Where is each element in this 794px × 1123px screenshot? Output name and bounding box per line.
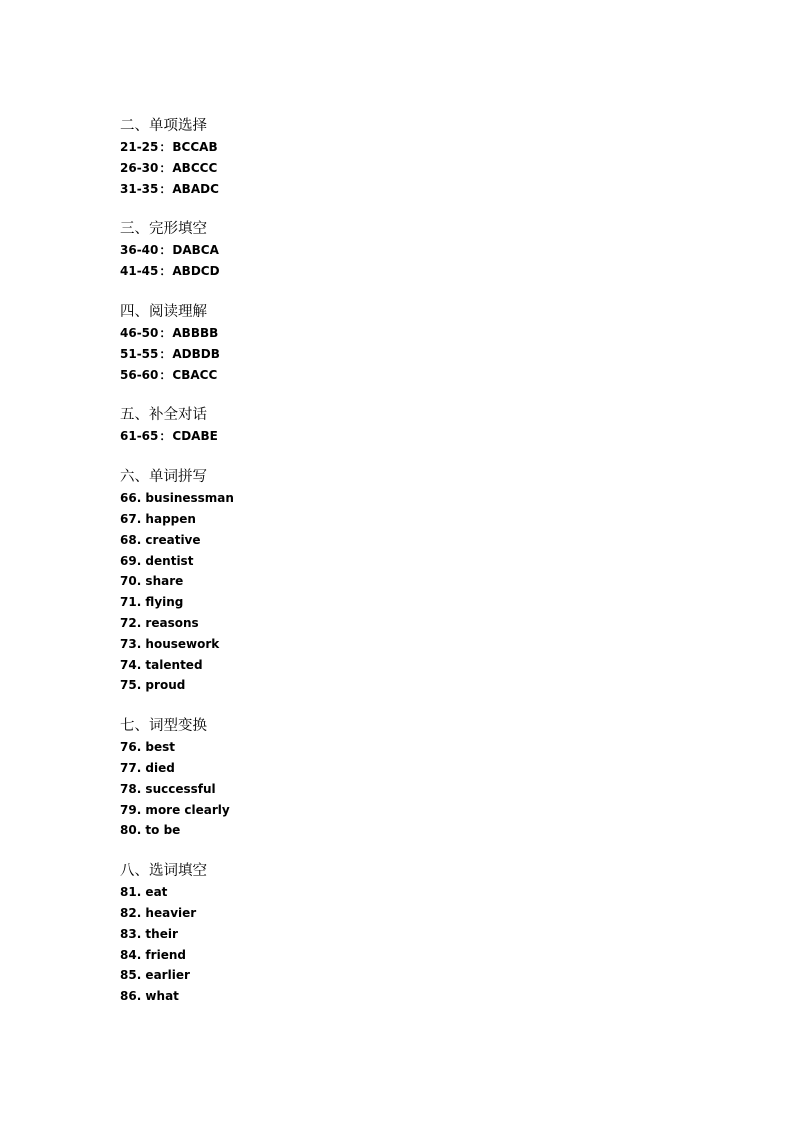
answer-letters: ABCCC bbox=[172, 160, 218, 175]
answer-item: 74. talented bbox=[120, 657, 203, 672]
answer-letters: ABADC bbox=[172, 181, 219, 196]
section-heading: 五、补全对话 bbox=[120, 407, 207, 424]
section-heading: 八、选词填空 bbox=[120, 863, 207, 880]
section-heading: 四、阅读理解 bbox=[120, 303, 207, 320]
answer-item: 81. eat bbox=[120, 885, 168, 900]
section-cloze bbox=[120, 219, 680, 282]
question-range: 41-45 bbox=[120, 264, 159, 279]
separator: ： bbox=[159, 429, 172, 444]
question-range: 61-65 bbox=[120, 429, 159, 444]
answer-item: 77. died bbox=[120, 760, 175, 775]
answer-letters: ABDCD bbox=[172, 264, 220, 279]
separator: ： bbox=[159, 181, 172, 196]
section-heading: 六、单词拼写 bbox=[120, 469, 207, 486]
answer-item: 78. successful bbox=[120, 781, 216, 796]
question-range: 31-35 bbox=[120, 181, 159, 196]
answer-item: 79. more clearly bbox=[120, 802, 230, 817]
question-range: 51-55 bbox=[120, 346, 159, 361]
answer-letters: CBACC bbox=[172, 367, 218, 382]
answer-letters: ADBDB bbox=[172, 346, 220, 361]
answer-item: 82. heavier bbox=[120, 905, 197, 920]
separator: ： bbox=[159, 160, 172, 175]
question-range: 36-40 bbox=[120, 243, 159, 258]
section-dialogue bbox=[120, 405, 680, 447]
answer-item: 83. their bbox=[120, 926, 178, 941]
section-heading: 三、完形填空 bbox=[120, 221, 207, 238]
answer-item: 80. to be bbox=[120, 823, 181, 838]
question-range: 26-30 bbox=[120, 160, 159, 175]
section-reading bbox=[120, 302, 680, 385]
section-heading: 七、词型变换 bbox=[120, 718, 207, 735]
answer-item: 69. dentist bbox=[120, 553, 194, 568]
section-heading: 二、单项选择 bbox=[120, 118, 207, 134]
separator: ： bbox=[159, 243, 172, 258]
answer-item: 66. businessman bbox=[120, 491, 234, 506]
answer-line bbox=[120, 261, 680, 282]
answer-line bbox=[120, 323, 680, 344]
answer-line bbox=[120, 240, 680, 261]
separator: ： bbox=[159, 140, 172, 154]
question-range: 21-25 bbox=[120, 140, 159, 154]
answer-line bbox=[120, 137, 680, 158]
answer-letters: DABCA bbox=[172, 243, 219, 258]
question-range: 46-50 bbox=[120, 325, 159, 340]
separator: ： bbox=[159, 264, 172, 279]
answer-item: 76. best bbox=[120, 740, 176, 755]
separator: ： bbox=[159, 325, 172, 340]
answer-letters: CDABE bbox=[172, 429, 218, 444]
question-range: 56-60 bbox=[120, 367, 159, 382]
answer-line bbox=[120, 158, 680, 179]
section-spelling bbox=[120, 467, 680, 696]
separator: ： bbox=[159, 367, 172, 382]
section-word-forms bbox=[120, 716, 680, 841]
answer-item: 86. what bbox=[120, 989, 179, 1004]
answer-item: 70. share bbox=[120, 574, 184, 589]
answer-item: 73. housework bbox=[120, 636, 220, 651]
answer-line bbox=[120, 179, 680, 200]
answer-item: 75. proud bbox=[120, 678, 186, 693]
answer-item: 71. flying bbox=[120, 595, 184, 610]
answer-line bbox=[120, 426, 680, 447]
answer-item: 68. creative bbox=[120, 532, 201, 547]
answer-letters: ABBBB bbox=[172, 325, 219, 340]
answer-item: 85. earlier bbox=[120, 968, 190, 983]
answer-letters: BCCAB bbox=[172, 140, 218, 154]
answer-line bbox=[120, 344, 680, 365]
answer-key-page bbox=[120, 116, 680, 1027]
section-single-choice bbox=[120, 116, 680, 199]
separator: ： bbox=[159, 346, 172, 361]
answer-item: 72. reasons bbox=[120, 615, 199, 630]
section-word-fill bbox=[120, 861, 680, 1007]
answer-item: 67. happen bbox=[120, 511, 196, 526]
answer-line bbox=[120, 365, 680, 386]
answer-item: 84. friend bbox=[120, 947, 186, 962]
